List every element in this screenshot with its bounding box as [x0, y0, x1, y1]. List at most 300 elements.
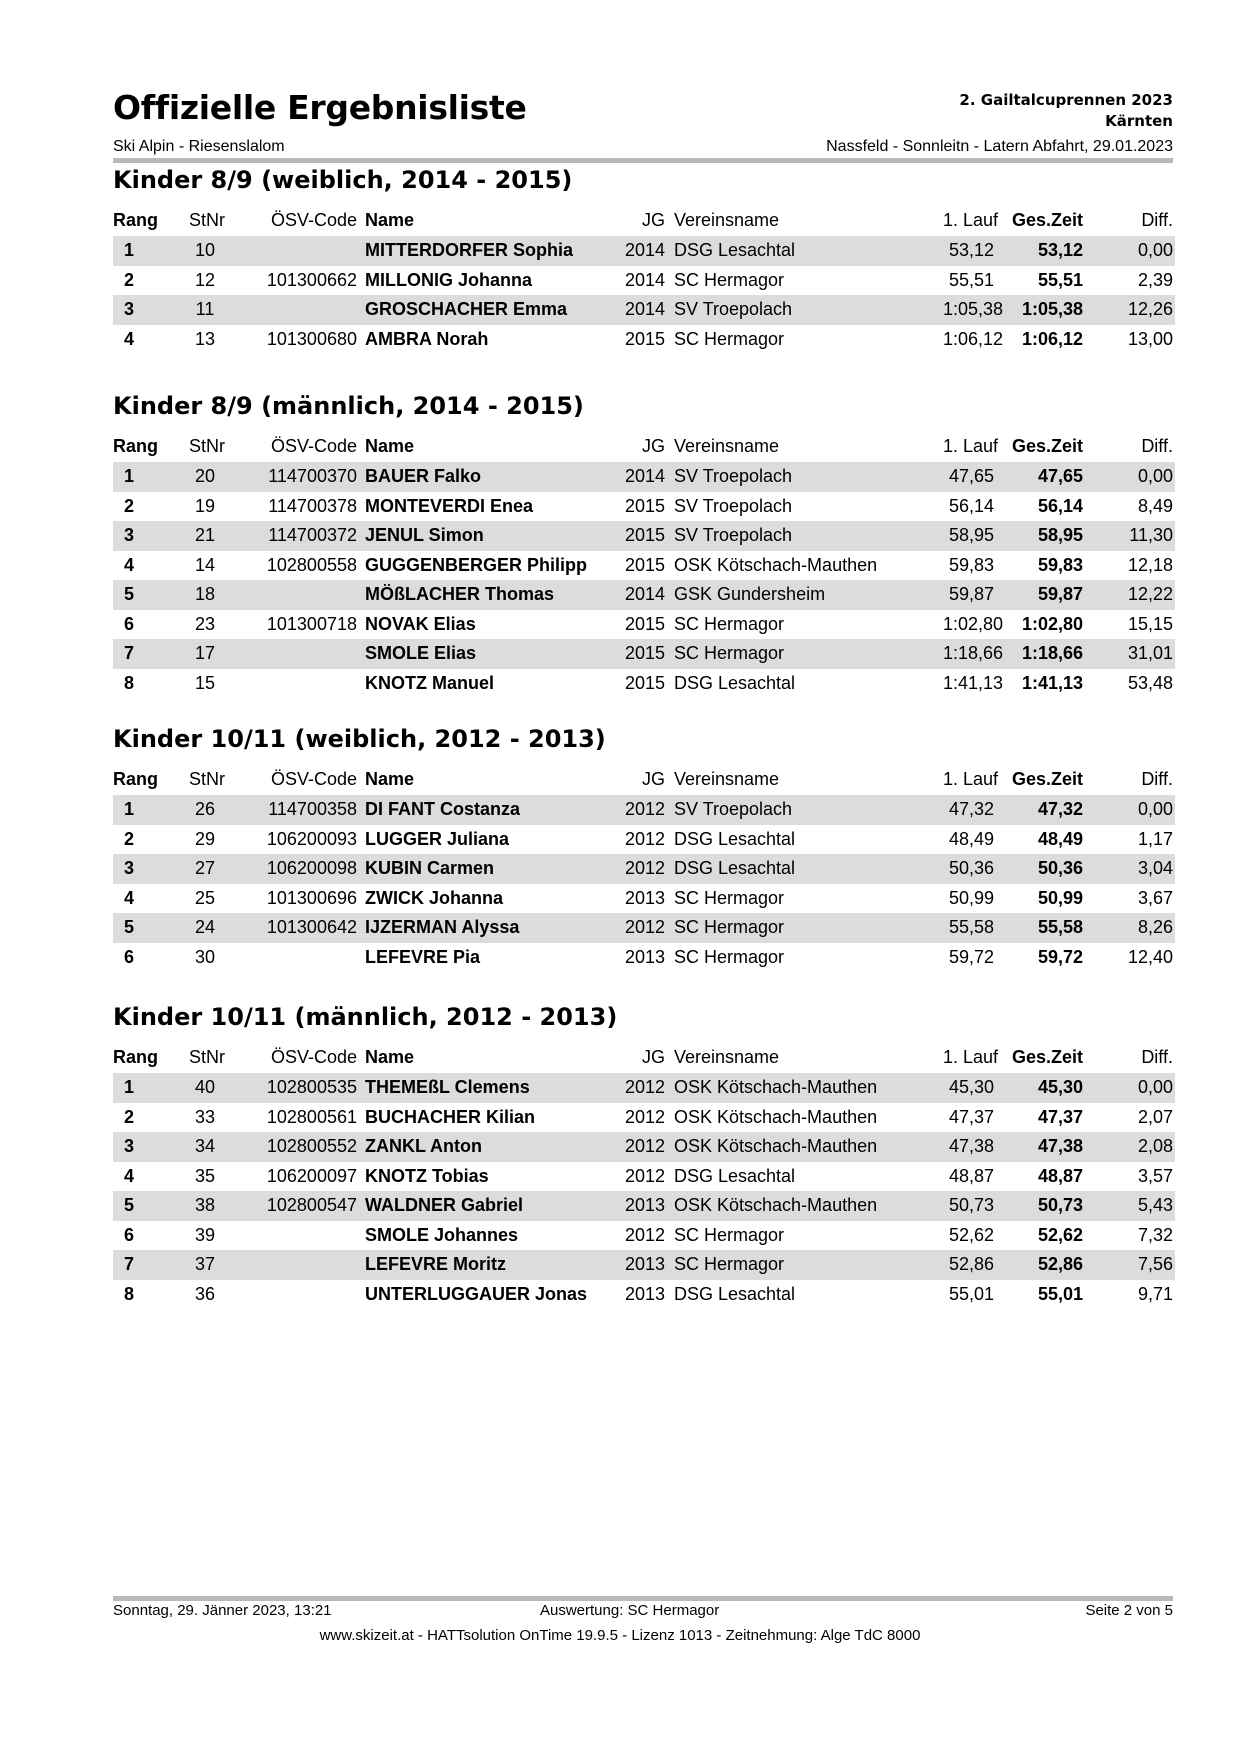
- cell-rang: 2: [123, 1106, 134, 1127]
- cell-lauf: 59,72: [948, 946, 994, 967]
- cell-stnr: 23: [194, 613, 216, 634]
- cell-verein: SC Hermagor: [674, 946, 785, 967]
- cell-name: THEMEßL Clemens: [365, 1077, 530, 1097]
- cell-diff: 5,43: [1137, 1195, 1173, 1215]
- cell-jg: 2012: [624, 858, 665, 878]
- cell-ges: 55,01: [1037, 1283, 1083, 1304]
- column-header-stnr: StNr: [189, 210, 225, 230]
- column-header-ges: Ges.Zeit: [1011, 1047, 1083, 1067]
- cell-name: LUGGER Juliana: [365, 828, 510, 849]
- cell-lauf: 50,36: [948, 858, 994, 878]
- cell-lauf: 50,73: [948, 1195, 994, 1215]
- cell-rang: 5: [123, 584, 134, 604]
- column-header-lauf: 1. Lauf: [943, 1047, 999, 1067]
- cell-diff: 0,00: [1137, 466, 1173, 486]
- cell-stnr: 20: [194, 466, 216, 486]
- cell-lauf: 53,12: [948, 240, 994, 260]
- cell-lauf: 56,14: [948, 495, 994, 516]
- results-section: [113, 388, 1175, 698]
- cell-name: IJZERMAN Alyssa: [365, 917, 520, 937]
- cell-code: 114700358: [268, 799, 357, 819]
- cell-rang: 3: [123, 1136, 134, 1156]
- cell-diff: 2,39: [1137, 269, 1173, 290]
- cell-code: 102800552: [266, 1136, 357, 1156]
- cell-rang: 8: [123, 672, 134, 693]
- cell-name: ZWICK Johanna: [365, 887, 503, 908]
- cell-jg: 2013: [624, 1283, 665, 1304]
- cell-verein: DSG Lesachtal: [674, 672, 796, 693]
- table-row: [113, 639, 1175, 669]
- cell-stnr: 14: [194, 554, 216, 575]
- column-header-stnr: StNr: [189, 769, 225, 789]
- cell-stnr: 30: [194, 946, 216, 967]
- cell-ges: 47,65: [1037, 466, 1083, 486]
- cell-stnr: 38: [194, 1195, 216, 1215]
- column-header-verein: Vereinsname: [674, 769, 780, 789]
- column-header-rang: Rang: [113, 769, 158, 789]
- cell-diff: 11,30: [1129, 525, 1173, 545]
- cell-lauf: 52,62: [948, 1224, 994, 1245]
- section-title: Kinder 8/9 (männlich, 2014 - 2015): [113, 392, 584, 420]
- cell-rang: 4: [123, 1165, 134, 1186]
- cell-verein: SV Troepolach: [674, 799, 793, 819]
- cell-verein: OSK Kötschach-Mauthen: [674, 1136, 878, 1156]
- cell-verein: GSK Gundersheim: [674, 584, 826, 604]
- cell-ges: 1:18,66: [1021, 643, 1083, 663]
- cell-name: ZANKL Anton: [365, 1136, 482, 1156]
- cell-diff: 31,01: [1127, 643, 1173, 663]
- cell-verein: SV Troepolach: [674, 525, 793, 545]
- column-header-name: Name: [365, 1047, 415, 1067]
- cell-name: KNOTZ Tobias: [365, 1165, 489, 1186]
- cell-diff: 3,57: [1137, 1165, 1173, 1186]
- cell-ges: 59,83: [1037, 554, 1083, 575]
- column-header-code: ÖSV-Code: [270, 1047, 357, 1067]
- cell-ges: 56,14: [1037, 495, 1083, 516]
- column-header-jg: JG: [641, 210, 665, 230]
- cell-code: 114700370: [268, 466, 357, 486]
- cell-diff: 1,17: [1137, 828, 1173, 849]
- cell-verein: SC Hermagor: [674, 269, 785, 290]
- footer-divider: [113, 1596, 1173, 1601]
- cell-name: BAUER Falko: [365, 466, 482, 486]
- table-row: [113, 521, 1175, 551]
- cell-name: GROSCHACHER Emma: [365, 299, 568, 319]
- cell-stnr: 37: [194, 1254, 216, 1274]
- cell-lauf: 1:05,38: [943, 299, 1004, 319]
- cell-rang: 3: [123, 858, 134, 878]
- column-header-code: ÖSV-Code: [270, 210, 357, 230]
- cell-lauf: 59,87: [948, 584, 994, 604]
- event-region: Kärnten: [1105, 112, 1173, 130]
- section-title: Kinder 8/9 (weiblich, 2014 - 2015): [113, 166, 573, 194]
- cell-stnr: 25: [194, 887, 216, 908]
- table-header-row: [113, 763, 1175, 795]
- cell-verein: DSG Lesachtal: [674, 240, 796, 260]
- cell-ges: 52,86: [1037, 1254, 1083, 1274]
- cell-lauf: 48,87: [948, 1165, 994, 1186]
- cell-name: KUBIN Carmen: [365, 858, 495, 878]
- cell-lauf: 50,99: [948, 887, 994, 908]
- cell-verein: OSK Kötschach-Mauthen: [674, 1195, 878, 1215]
- cell-rang: 7: [123, 643, 134, 663]
- cell-diff: 7,32: [1137, 1224, 1173, 1245]
- table-row: [113, 854, 1175, 884]
- cell-rang: 4: [123, 554, 134, 575]
- results-section: [113, 721, 1175, 972]
- footer-evaluation: Auswertung: SC Hermagor: [540, 1602, 720, 1619]
- cell-rang: 6: [123, 946, 134, 967]
- column-header-stnr: StNr: [189, 436, 225, 456]
- column-header-jg: JG: [641, 436, 665, 456]
- cell-stnr: 17: [194, 643, 216, 663]
- cell-diff: 8,26: [1137, 917, 1173, 937]
- cell-name: BUCHACHER Kilian: [365, 1106, 536, 1127]
- cell-jg: 2012: [624, 1136, 665, 1156]
- column-header-diff: Diff.: [1141, 769, 1173, 789]
- cell-name: SMOLE Johannes: [365, 1224, 519, 1245]
- table-row: [113, 825, 1175, 855]
- cell-verein: SC Hermagor: [674, 917, 785, 937]
- cell-jg: 2013: [624, 1254, 665, 1274]
- cell-verein: SC Hermagor: [674, 643, 785, 663]
- cell-code: 102800535: [266, 1077, 357, 1097]
- cell-name: LEFEVRE Moritz: [365, 1254, 507, 1274]
- cell-diff: 12,40: [1127, 946, 1173, 967]
- table-row: [113, 610, 1175, 640]
- table-header-row: [113, 430, 1175, 462]
- cell-diff: 12,18: [1127, 554, 1173, 575]
- table-row: [113, 795, 1175, 825]
- cell-name: LEFEVRE Pia: [365, 946, 481, 967]
- cell-diff: 13,00: [1127, 328, 1173, 349]
- cell-rang: 1: [123, 1077, 134, 1097]
- cell-diff: 7,56: [1137, 1254, 1173, 1274]
- cell-diff: 3,67: [1137, 887, 1173, 908]
- column-header-rang: Rang: [113, 436, 158, 456]
- cell-jg: 2012: [624, 1165, 665, 1186]
- cell-rang: 2: [123, 495, 134, 516]
- column-header-ges: Ges.Zeit: [1011, 210, 1083, 230]
- cell-jg: 2013: [624, 1195, 665, 1215]
- table-row: [113, 1250, 1175, 1280]
- cell-name: NOVAK Elias: [365, 613, 476, 634]
- cell-ges: 47,38: [1037, 1136, 1083, 1156]
- cell-jg: 2012: [624, 828, 665, 849]
- cell-stnr: 13: [194, 328, 216, 349]
- cell-rang: 1: [123, 466, 134, 486]
- cell-code: 101300642: [266, 917, 357, 937]
- cell-ges: 59,72: [1037, 946, 1083, 967]
- cell-jg: 2013: [624, 946, 665, 967]
- cell-ges: 48,49: [1037, 828, 1083, 849]
- cell-stnr: 11: [195, 299, 215, 319]
- cell-stnr: 19: [194, 495, 216, 516]
- cell-rang: 1: [123, 799, 134, 819]
- cell-verein: DSG Lesachtal: [674, 828, 796, 849]
- cell-diff: 15,15: [1127, 613, 1173, 634]
- cell-lauf: 1:02,80: [943, 613, 1004, 634]
- cell-jg: 2014: [624, 240, 665, 260]
- cell-lauf: 47,37: [948, 1106, 994, 1127]
- cell-code: 102800558: [266, 554, 357, 575]
- cell-jg: 2012: [624, 799, 665, 819]
- table-row: [113, 1132, 1175, 1162]
- cell-ges: 53,12: [1037, 240, 1083, 260]
- cell-jg: 2015: [624, 495, 665, 516]
- cell-rang: 4: [123, 887, 134, 908]
- cell-verein: SC Hermagor: [674, 1254, 785, 1274]
- cell-diff: 0,00: [1137, 799, 1173, 819]
- results-section: [113, 162, 1175, 354]
- footer-timestamp: Sonntag, 29. Jänner 2023, 13:21: [113, 1602, 332, 1619]
- column-header-ges: Ges.Zeit: [1011, 769, 1083, 789]
- cell-name: DI FANT Costanza: [365, 799, 521, 819]
- page-number: Seite 2 von 5: [1085, 1602, 1173, 1619]
- cell-diff: 2,07: [1137, 1106, 1173, 1127]
- cell-name: GUGGENBERGER Philipp: [365, 554, 588, 575]
- cell-diff: 53,48: [1127, 672, 1173, 693]
- table-row: [113, 236, 1175, 266]
- cell-jg: 2014: [624, 466, 665, 486]
- cell-jg: 2015: [624, 328, 665, 349]
- cell-lauf: 59,83: [948, 554, 994, 575]
- cell-ges: 45,30: [1037, 1077, 1083, 1097]
- footer-credits: www.skizeit.at - HATTsolution OnTime 19.9.5 - Lizenz 1013 - Zeitnehmung: Alge TdC 8000: [319, 1627, 921, 1644]
- table-row: [113, 1103, 1175, 1133]
- cell-ges: 47,32: [1037, 799, 1083, 819]
- column-header-jg: JG: [641, 1047, 665, 1067]
- cell-stnr: 35: [194, 1165, 216, 1186]
- cell-ges: 1:02,80: [1021, 613, 1083, 634]
- cell-diff: 12,22: [1127, 584, 1173, 604]
- cell-stnr: 10: [194, 240, 216, 260]
- cell-stnr: 36: [194, 1283, 216, 1304]
- cell-jg: 2015: [624, 643, 665, 663]
- cell-lauf: 55,51: [948, 269, 994, 290]
- cell-stnr: 21: [194, 525, 216, 545]
- cell-jg: 2015: [624, 525, 665, 545]
- column-header-verein: Vereinsname: [674, 436, 780, 456]
- cell-diff: 3,04: [1137, 858, 1173, 878]
- cell-diff: 2,08: [1137, 1136, 1173, 1156]
- cell-rang: 3: [123, 299, 134, 319]
- cell-ges: 58,95: [1037, 525, 1083, 545]
- cell-jg: 2015: [624, 554, 665, 575]
- cell-stnr: 39: [194, 1224, 216, 1245]
- cell-ges: 1:06,12: [1021, 328, 1083, 349]
- table-row: [113, 1073, 1175, 1103]
- cell-lauf: 55,01: [948, 1283, 994, 1304]
- table-row: [113, 551, 1175, 581]
- table-row: [113, 1162, 1175, 1192]
- table-row: [113, 295, 1175, 325]
- table-row: [113, 1191, 1175, 1221]
- cell-lauf: 1:18,66: [943, 643, 1004, 663]
- cell-name: JENUL Simon: [365, 525, 484, 545]
- cell-rang: 1: [123, 240, 134, 260]
- cell-verein: SC Hermagor: [674, 1224, 785, 1245]
- cell-verein: SV Troepolach: [674, 466, 793, 486]
- cell-verein: SC Hermagor: [674, 328, 785, 349]
- discipline: Ski Alpin - Riesenslalom: [113, 138, 285, 155]
- cell-lauf: 47,32: [948, 799, 994, 819]
- table-row: [113, 492, 1175, 522]
- cell-ges: 1:41,13: [1021, 672, 1083, 693]
- column-header-stnr: StNr: [189, 1047, 225, 1067]
- cell-code: 101300718: [266, 613, 357, 634]
- cell-jg: 2012: [624, 1106, 665, 1127]
- cell-code: 106200093: [266, 828, 357, 849]
- column-header-name: Name: [365, 769, 415, 789]
- cell-verein: SV Troepolach: [674, 299, 793, 319]
- table-row: [113, 669, 1175, 699]
- cell-lauf: 52,86: [948, 1254, 994, 1274]
- table-row: [113, 266, 1175, 296]
- cell-name: AMBRA Norah: [365, 328, 489, 349]
- cell-rang: 8: [123, 1283, 134, 1304]
- cell-name: SMOLE Elias: [365, 643, 477, 663]
- column-header-diff: Diff.: [1141, 1047, 1173, 1067]
- cell-stnr: 40: [194, 1077, 216, 1097]
- cell-stnr: 34: [194, 1136, 216, 1156]
- table-row: [113, 884, 1175, 914]
- cell-jg: 2012: [624, 1224, 665, 1245]
- cell-verein: SC Hermagor: [674, 613, 785, 634]
- cell-ges: 50,99: [1037, 887, 1083, 908]
- column-header-lauf: 1. Lauf: [943, 436, 999, 456]
- cell-code: 106200098: [266, 858, 357, 878]
- cell-name: MÖßLACHER Thomas: [365, 584, 554, 604]
- cell-rang: 4: [123, 328, 134, 349]
- cell-name: MONTEVERDI Enea: [365, 495, 534, 516]
- cell-code: 106200097: [266, 1165, 357, 1186]
- cell-verein: OSK Kötschach-Mauthen: [674, 1077, 878, 1097]
- cell-stnr: 18: [194, 584, 216, 604]
- cell-lauf: 48,49: [948, 828, 994, 849]
- section-title: Kinder 10/11 (männlich, 2012 - 2013): [113, 1003, 618, 1031]
- cell-rang: 5: [123, 1195, 134, 1215]
- cell-lauf: 55,58: [948, 917, 994, 937]
- cell-name: MILLONIG Johanna: [365, 269, 533, 290]
- venue-date: Nassfeld - Sonnleitn - Latern Abfahrt, 29.01.2023: [826, 138, 1173, 155]
- cell-ges: 50,36: [1037, 858, 1083, 878]
- cell-jg: 2012: [624, 1077, 665, 1097]
- column-header-jg: JG: [641, 769, 665, 789]
- cell-stnr: 27: [194, 858, 216, 878]
- cell-verein: DSG Lesachtal: [674, 1165, 796, 1186]
- cell-diff: 0,00: [1137, 240, 1173, 260]
- cell-stnr: 33: [194, 1106, 216, 1127]
- cell-jg: 2015: [624, 613, 665, 634]
- cell-rang: 7: [123, 1254, 134, 1274]
- cell-lauf: 45,30: [948, 1077, 994, 1097]
- table-row: [113, 462, 1175, 492]
- cell-lauf: 58,95: [948, 525, 994, 545]
- cell-lauf: 1:06,12: [943, 328, 1004, 349]
- cell-diff: 9,71: [1137, 1283, 1173, 1304]
- table-row: [113, 913, 1175, 943]
- column-header-ges: Ges.Zeit: [1011, 436, 1083, 456]
- cell-stnr: 29: [194, 828, 216, 849]
- cell-verein: SV Troepolach: [674, 495, 793, 516]
- cell-code: 101300696: [266, 887, 357, 908]
- column-header-code: ÖSV-Code: [270, 436, 357, 456]
- results-section: [113, 999, 1175, 1309]
- cell-verein: DSG Lesachtal: [674, 858, 796, 878]
- column-header-name: Name: [365, 436, 415, 456]
- cell-rang: 6: [123, 613, 134, 634]
- column-header-diff: Diff.: [1141, 436, 1173, 456]
- table-row: [113, 943, 1175, 973]
- cell-jg: 2013: [624, 887, 665, 908]
- column-header-verein: Vereinsname: [674, 210, 780, 230]
- table-header-row: [113, 204, 1175, 236]
- cell-name: UNTERLUGGAUER Jonas: [365, 1283, 588, 1304]
- cell-diff: 0,00: [1137, 1077, 1173, 1097]
- cell-jg: 2014: [624, 584, 665, 604]
- cell-stnr: 12: [194, 269, 216, 290]
- cell-stnr: 15: [194, 672, 216, 693]
- event-name: 2. Gailtalcuprennen 2023: [959, 91, 1173, 109]
- cell-ges: 55,58: [1037, 917, 1083, 937]
- cell-rang: 5: [123, 917, 134, 937]
- cell-ges: 52,62: [1037, 1224, 1083, 1245]
- cell-jg: 2012: [624, 917, 665, 937]
- cell-rang: 2: [123, 828, 134, 849]
- cell-code: 114700372: [268, 525, 357, 545]
- column-header-verein: Vereinsname: [674, 1047, 780, 1067]
- cell-ges: 48,87: [1037, 1165, 1083, 1186]
- cell-lauf: 1:41,13: [943, 672, 1004, 693]
- cell-rang: 3: [123, 525, 134, 545]
- column-header-rang: Rang: [113, 1047, 158, 1067]
- cell-diff: 12,26: [1127, 299, 1173, 319]
- cell-name: MITTERDORFER Sophia: [365, 240, 573, 260]
- column-header-diff: Diff.: [1141, 210, 1173, 230]
- column-header-code: ÖSV-Code: [270, 769, 357, 789]
- table-row: [113, 1280, 1175, 1310]
- cell-ges: 47,37: [1037, 1106, 1083, 1127]
- cell-jg: 2014: [624, 269, 665, 290]
- page-title: Offizielle Ergebnisliste: [113, 88, 527, 127]
- cell-stnr: 26: [194, 799, 216, 819]
- column-header-lauf: 1. Lauf: [943, 210, 999, 230]
- column-header-name: Name: [365, 210, 415, 230]
- cell-ges: 1:05,38: [1021, 299, 1083, 319]
- cell-rang: 6: [123, 1224, 134, 1245]
- cell-diff: 8,49: [1137, 495, 1173, 516]
- cell-code: 101300680: [266, 328, 357, 349]
- cell-code: 102800547: [266, 1195, 357, 1215]
- table-header-row: [113, 1041, 1175, 1073]
- cell-lauf: 47,38: [948, 1136, 994, 1156]
- cell-lauf: 47,65: [948, 466, 994, 486]
- cell-verein: OSK Kötschach-Mauthen: [674, 554, 878, 575]
- cell-stnr: 24: [194, 917, 216, 937]
- column-header-rang: Rang: [113, 210, 158, 230]
- cell-jg: 2015: [624, 672, 665, 693]
- table-row: [113, 580, 1175, 610]
- cell-ges: 50,73: [1037, 1195, 1083, 1215]
- cell-rang: 2: [123, 269, 134, 290]
- cell-ges: 59,87: [1037, 584, 1083, 604]
- cell-code: 101300662: [266, 269, 357, 290]
- table-row: [113, 1221, 1175, 1251]
- table-row: [113, 325, 1175, 355]
- cell-verein: SC Hermagor: [674, 887, 785, 908]
- cell-jg: 2014: [624, 299, 665, 319]
